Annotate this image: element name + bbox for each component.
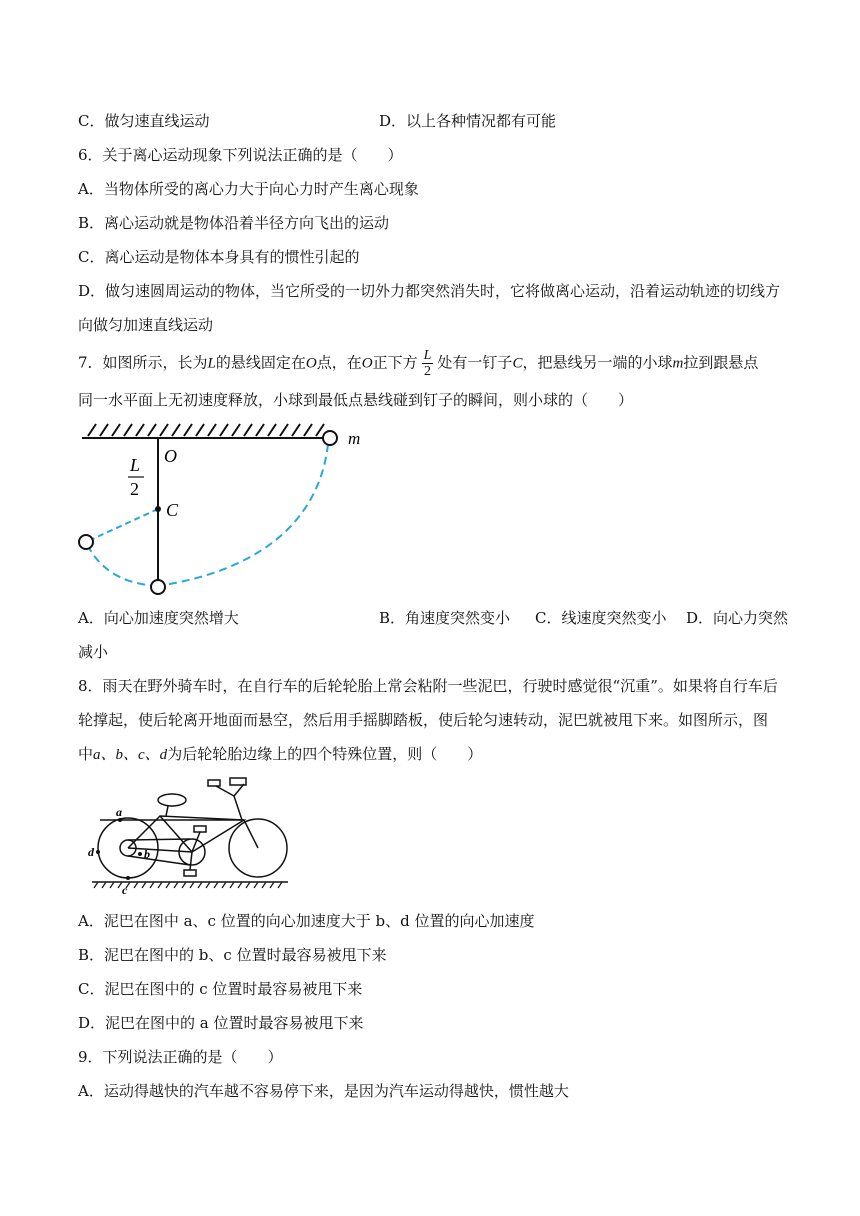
ball-bottom (151, 580, 165, 594)
option-8a: A．泥巴在图中 a、c 位置的向心加速度大于 b、d 位置的向心加速度 (78, 912, 535, 930)
ball-start (323, 431, 337, 445)
option-7d: D．向心力突然 (686, 609, 789, 627)
question-7-stem-line2: 同一水平面上无初速度释放，小球到最低点悬线碰到钉子的瞬间，则小球的（ ） (78, 391, 634, 409)
bicycle-figure (84, 776, 294, 898)
option-6b: B．离心运动就是物体沿着半径方向飞出的运动 (78, 214, 390, 232)
option-7a: A．向心加速度突然增大 (78, 609, 239, 627)
point-c (126, 876, 130, 880)
label-C: C (166, 500, 179, 520)
option-7d-cont: 减小 (78, 643, 109, 661)
swing-path (158, 444, 328, 586)
option-5c: C．做匀速直线运动 (78, 112, 210, 130)
ball-left (79, 535, 93, 549)
option-8b: B．泥巴在图中的 b、c 位置时最容易被甩下来 (78, 946, 387, 964)
label-m: m (348, 429, 361, 448)
label-L: L (130, 455, 141, 475)
deflected-string (86, 509, 158, 542)
question-8-line2: 轮撑起，使后轮离开地面而悬空，然后用手摇脚踏板，使后轮匀速转动，泥巴就被甩下来。如图所示，图 (78, 711, 769, 729)
question-7-stem-line1: 7．如图所示，长为L的悬线固定在O点，在O正下方 $\frac{L}{2}$ 处有一钉子C，把悬线另一端的小球m拉到跟悬点 (78, 348, 759, 379)
pendulum-figure (76, 418, 368, 598)
point-b (138, 852, 142, 856)
question-9-stem: 9．下列说法正确的是（ ） (78, 1048, 283, 1066)
label-O: O (164, 446, 177, 466)
option-7b: B．角速度突然变小 (379, 609, 511, 627)
option-6c: C．离心运动是物体本身具有的惯性引起的 (78, 248, 360, 266)
label-d: d (88, 845, 94, 859)
label-b: b (144, 847, 150, 861)
option-8c: C．泥巴在图中的 c 位置时最容易被甩下来 (78, 980, 363, 998)
option-9a: A．运动得越快的汽车越不容易停下来，是因为汽车运动得越快，惯性越大 (78, 1082, 569, 1100)
point-d (96, 850, 100, 854)
ceiling-hatching (82, 424, 334, 438)
label-c: c (122, 883, 128, 897)
option-8d: D．泥巴在图中的 a 位置时最容易被甩下来 (78, 1014, 364, 1032)
option-7c: C．线速度突然变小 (535, 609, 667, 627)
small-swing-path (86, 542, 158, 586)
option-6d-line2: 向做匀加速直线运动 (78, 316, 214, 334)
option-5d: D．以上各种情况都有可能 (379, 112, 557, 130)
question-8-line1: 8．雨天在野外骑车时，在自行车的后轮轮胎上常会粘附一些泥巴，行驶时感觉很“沉重”。如果将自行车后 (78, 677, 778, 695)
question-8-line3: 中a、b、c、d为后轮轮胎边缘上的四个特殊位置，则（ ） (78, 745, 483, 763)
option-6d-line1: D．做匀速圆周运动的物体，当它所受的一切外力都突然消失时，它将做离心运动，沿着运动轨迹的切线方 (78, 282, 781, 300)
label-2: 2 (130, 479, 139, 499)
option-6a: A．当物体所受的离心力大于向心力时产生离心现象 (78, 180, 419, 198)
nail-C (155, 506, 161, 512)
fraction-L-over-2: $\frac{L}{2}$ (423, 348, 432, 379)
label-a: a (116, 805, 122, 819)
question-6-stem: 6．关于离心运动现象下列说法正确的是（ ） (78, 146, 403, 164)
